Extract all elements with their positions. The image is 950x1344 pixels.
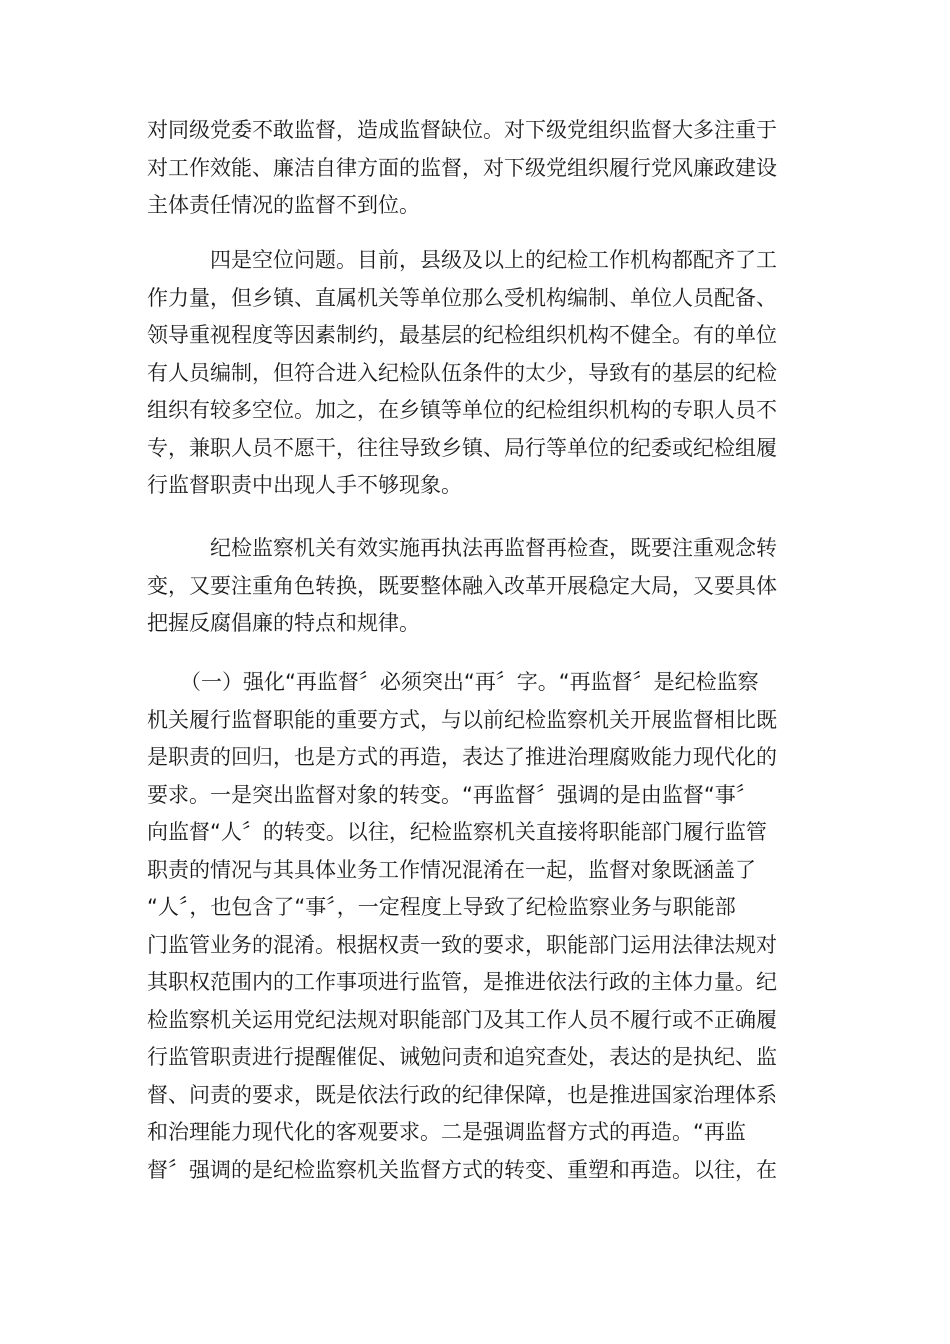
text-line: 要求。一是突出监督对象的转变。“再监督〞强调的是由监督“事〞	[147, 782, 757, 807]
text-line: 领导重视程度等因素制约，最基层的纪检组织机构不健全。有的单位	[147, 323, 777, 347]
text-line: 把握反腐倡廉的特点和规律。	[147, 611, 420, 635]
paragraph-4	[147, 664, 807, 1189]
text-line: 其职权范围内的工作事项进行监管，是推进依法行政的主体力量。纪	[147, 970, 777, 994]
text-line: 纪检监察机关有效实施再执法再监督再检查，既要注重观念转	[210, 536, 777, 560]
text-line: （一）强化“再监督〞必须突出“再〞字。“再监督〞是纪检监察	[180, 670, 759, 694]
text-line: 组织有较多空位。加之，在乡镇等单位的纪检组织机构的专职人员不	[147, 398, 777, 422]
paragraph-2	[147, 242, 807, 505]
text-line: 四是空位问题。目前，县级及以上的纪检工作机构都配齐了工	[210, 248, 777, 272]
text-line: 有人员编制，但符合进入纪检队伍条件的太少，导致有的基层的纪检	[147, 360, 777, 385]
text-line: 向监督“人〞的转变。以往，纪检监察机关直接将职能部门履行监管	[147, 820, 767, 844]
text-line: 变，又要注重角色转换，既要整体融入改革开展稳定大局，又要具体	[147, 573, 777, 598]
text-line: 检监察机关运用党纪法规对职能部门及其工作人员不履行或不正确履	[147, 1007, 777, 1032]
text-line: 对工作效能、廉洁自律方面的监督，对下级党组织履行党风廉政建设	[147, 155, 777, 180]
paragraph-3	[147, 530, 807, 643]
text-line: 机关履行监督职能的重要方式，与以前纪检监察机关开展监督相比既	[147, 707, 777, 732]
text-line: 是职责的回归，也是方式的再造，表达了推进治理腐败能力现代化的	[147, 745, 777, 769]
text-line: 和治理能力现代化的客观要求。二是强调监督方式的再造。“再监	[147, 1120, 746, 1144]
text-line: 职责的情况与其具体业务工作情况混淆在一起，监督对象既涵盖了	[147, 857, 756, 882]
text-line: 作力量，但乡镇、直属机关等单位那么受机构编制、单位人员配备、	[147, 285, 777, 310]
text-line: “人〞，也包含了“事〞，一定程度上导致了纪检监察业务与职能部	[147, 895, 736, 919]
text-line: 门监管业务的混淆。根据权责一致的要求，职能部门运用法律法规对	[147, 932, 777, 957]
text-line: 督〞强调的是纪检监察机关监督方式的转变、重塑和再造。以往，在	[147, 1157, 777, 1182]
text-line: 主体责任情况的监督不到位。	[147, 193, 420, 217]
text-line: 督、问责的要求，既是依法行政的纪律保障，也是推进国家治理体系	[147, 1082, 777, 1107]
text-line: 行监督职责中出现人手不够现象。	[147, 473, 462, 497]
paragraph-1	[147, 112, 807, 225]
text-line: 对同级党委不敢监督，造成监督缺位。对下级党组织监督大多注重于	[147, 118, 777, 142]
text-line: 行监管职责进行提醒催促、诫勉问责和追究查处，表达的是执纪、监	[147, 1045, 777, 1069]
text-line: 专，兼职人员不愿干，往往导致乡镇、局行等单位的纪委或纪检组履	[147, 435, 777, 460]
